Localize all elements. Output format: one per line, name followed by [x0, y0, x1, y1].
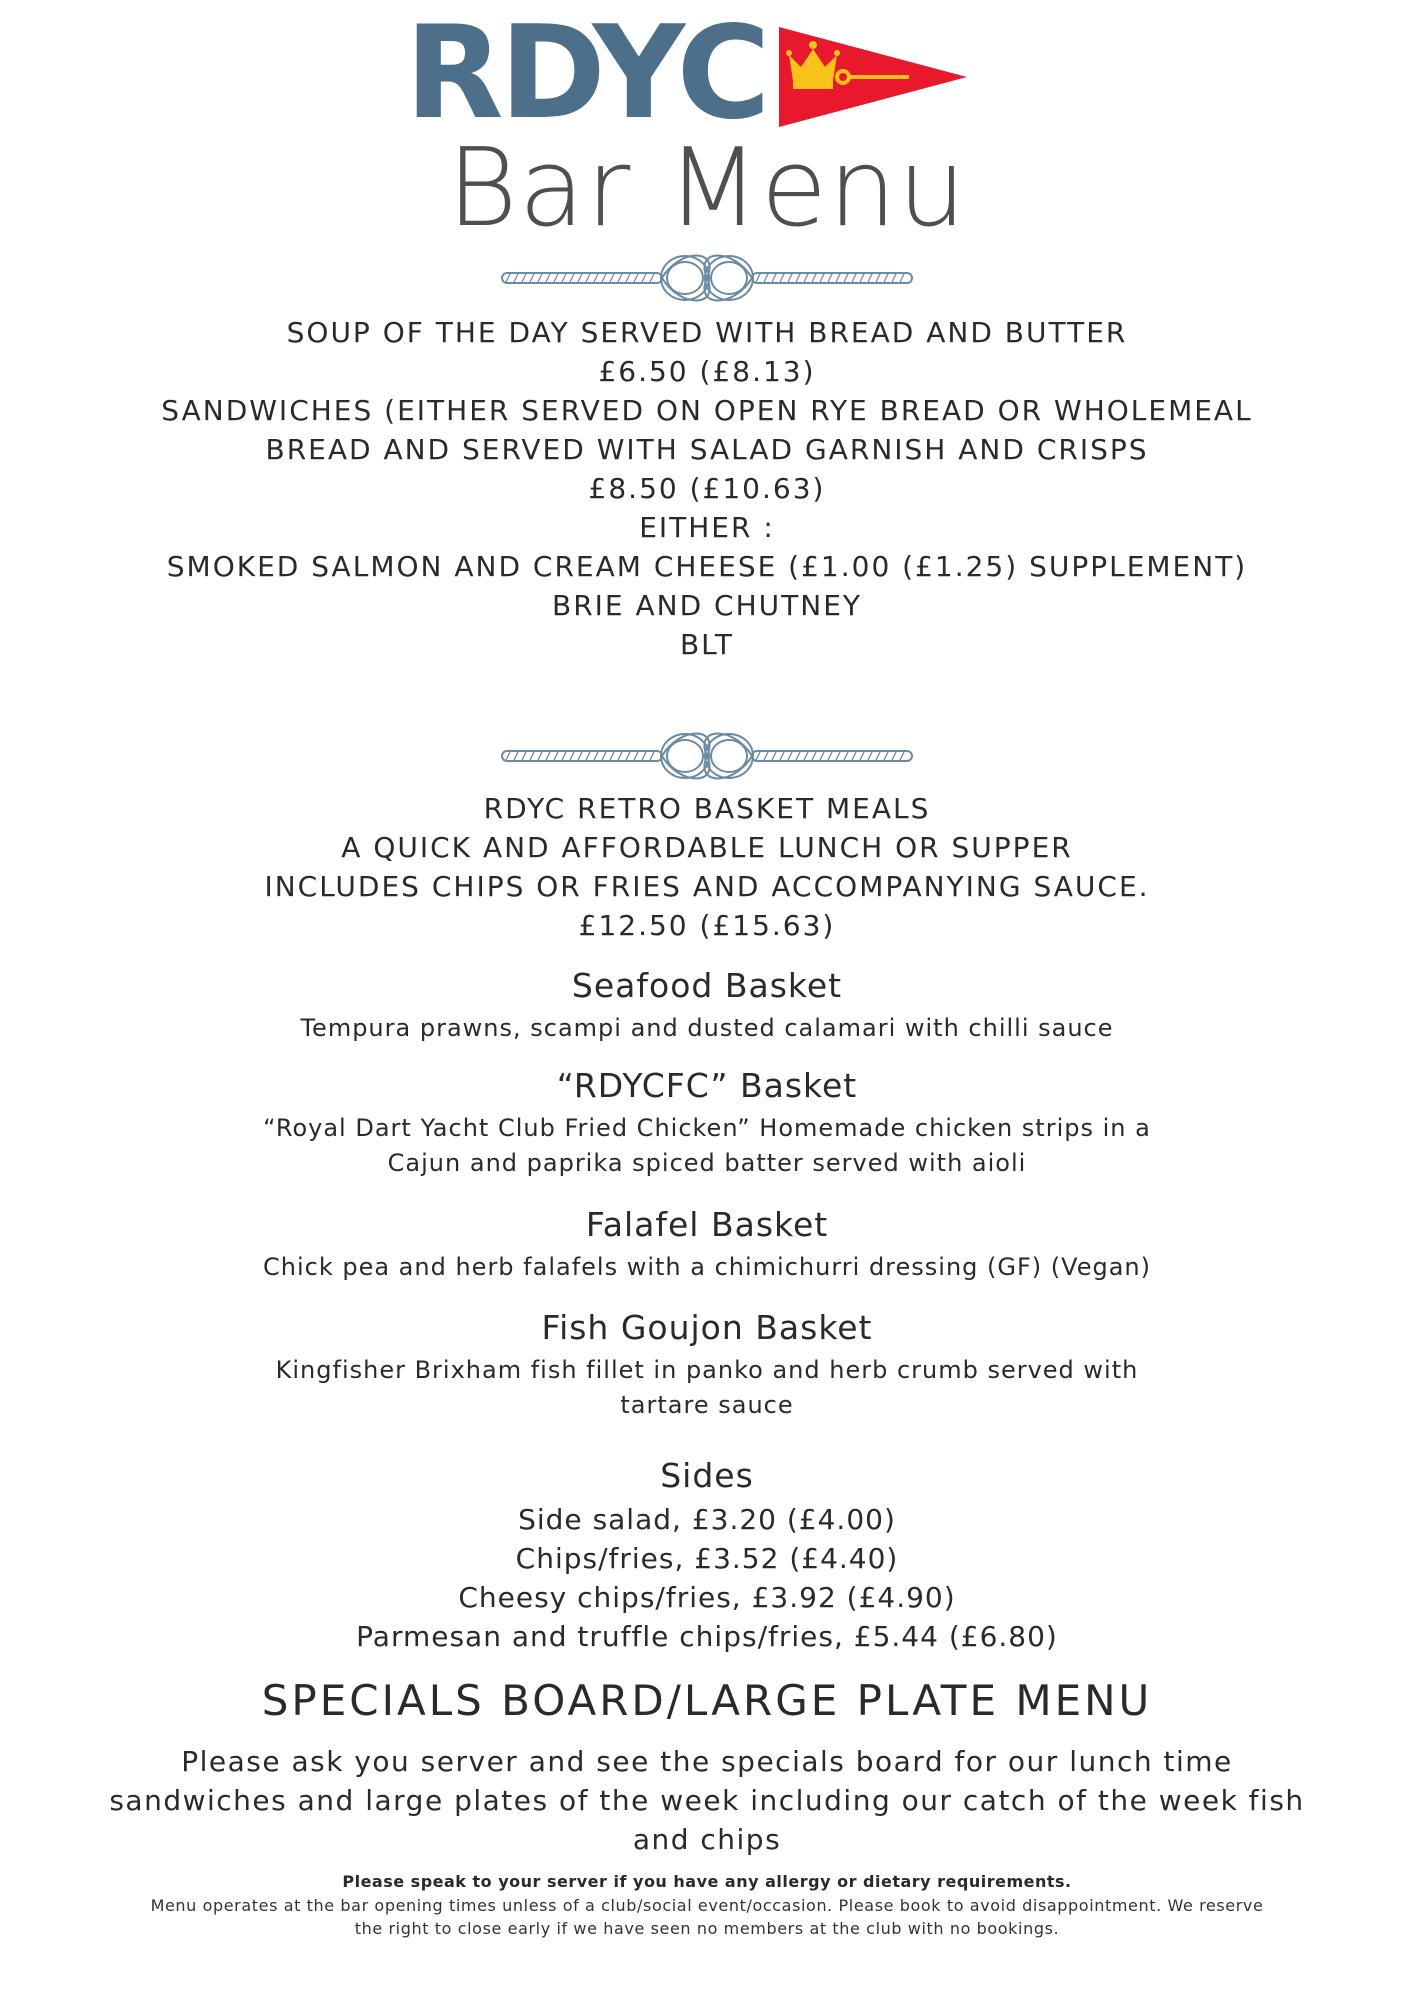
- rope-knot-divider-icon: [500, 726, 914, 786]
- basket-title: “RDYCFC” Basket: [556, 1066, 858, 1105]
- side-item: Cheesy chips/fries, £3.92 (£4.90): [458, 1581, 956, 1614]
- brand-wordmark: RDYC: [405, 0, 767, 148]
- menu-line: SMOKED SALMON AND CREAM CHEESE (£1.00 (£1.25) SUPPLEMENT): [166, 550, 1248, 583]
- side-item: Chips/fries, £3.52 (£4.40): [515, 1542, 899, 1575]
- basket-description: [0, 1353, 1414, 1423]
- specials-text: [0, 1742, 1414, 1859]
- sides-list: [0, 1500, 1414, 1656]
- menu-line: BLT: [679, 628, 735, 661]
- menu-line: BRIE AND CHUTNEY: [551, 589, 863, 622]
- menu-line: INCLUDES CHIPS OR FRIES AND ACCOMPANYING SAUCE.: [264, 870, 1150, 903]
- footer-line: the right to close early if we have seen no members at the club with no bookings.: [354, 1919, 1060, 1938]
- description-line: tartare sauce: [620, 1391, 794, 1419]
- menu-line: £8.50 (£10.63): [588, 472, 826, 505]
- page-title: Bar Menu: [446, 126, 968, 251]
- specials-line: Please ask you server and see the specials board for our lunch time: [181, 1745, 1233, 1778]
- rope-knot-divider-icon: [500, 248, 914, 308]
- description-line: “Royal Dart Yacht Club Fried Chicken” Homemade chicken strips in a: [263, 1114, 1151, 1142]
- footer-notice: [0, 1894, 1414, 1940]
- menu-line: SANDWICHES (EITHER SERVED ON OPEN RYE BREAD OR WHOLEMEAL: [161, 394, 1253, 427]
- menu-line: £12.50 (£15.63): [578, 909, 836, 942]
- description-line: Cajun and paprika spiced batter served with aioli: [387, 1149, 1027, 1177]
- sides-title: Sides: [660, 1456, 754, 1495]
- basket-description: [0, 1111, 1414, 1181]
- brand-logo: [405, 0, 969, 148]
- menu-line: £6.50 (£8.13): [598, 355, 816, 388]
- description-line: Chick pea and herb falafels with a chimichurri dressing (GF) (Vegan): [262, 1253, 1151, 1281]
- specials-line: sandwiches and large plates of the week including our catch of the week fish: [109, 1784, 1305, 1817]
- section-soup-sandwiches: [0, 313, 1414, 664]
- allergy-notice: Please speak to your server if you have any allergy or dietary requirements.: [342, 1872, 1072, 1891]
- specials-line: and chips: [632, 1823, 782, 1856]
- side-item: Parmesan and truffle chips/fries, £5.44 (£6.80): [356, 1620, 1058, 1653]
- basket-description: [0, 1250, 1414, 1285]
- specials-title: SPECIALS BOARD/LARGE PLATE MENU: [261, 1676, 1153, 1725]
- side-item: Side salad, £3.20 (£4.00): [518, 1503, 896, 1536]
- basket-title: Falafel Basket: [585, 1205, 829, 1244]
- description-line: Tempura prawns, scampi and dusted calamari with chilli sauce: [300, 1014, 1114, 1042]
- menu-line: SOUP OF THE DAY SERVED WITH BREAD AND BUTTER: [286, 316, 1128, 349]
- basket-title: Seafood Basket: [571, 966, 843, 1005]
- menu-line: BREAD AND SERVED WITH SALAD GARNISH AND CRISPS: [265, 433, 1149, 466]
- description-line: Kingfisher Brixham fish fillet in panko and herb crumb served with: [275, 1356, 1139, 1384]
- menu-line: EITHER :: [639, 511, 775, 544]
- basket-title: Fish Goujon Basket: [541, 1308, 873, 1347]
- basket-description: [0, 1011, 1414, 1046]
- footer-line: Menu operates at the bar opening times unless of a club/social event/occasion. Please book to avoid disappointment. We reserve: [150, 1896, 1264, 1915]
- menu-line: RDYC RETRO BASKET MEALS: [483, 792, 931, 825]
- burgee-flag-crown-icon: [779, 25, 969, 129]
- section-basket-meals: [0, 789, 1414, 945]
- menu-line: A QUICK AND AFFORDABLE LUNCH OR SUPPER: [341, 831, 1073, 864]
